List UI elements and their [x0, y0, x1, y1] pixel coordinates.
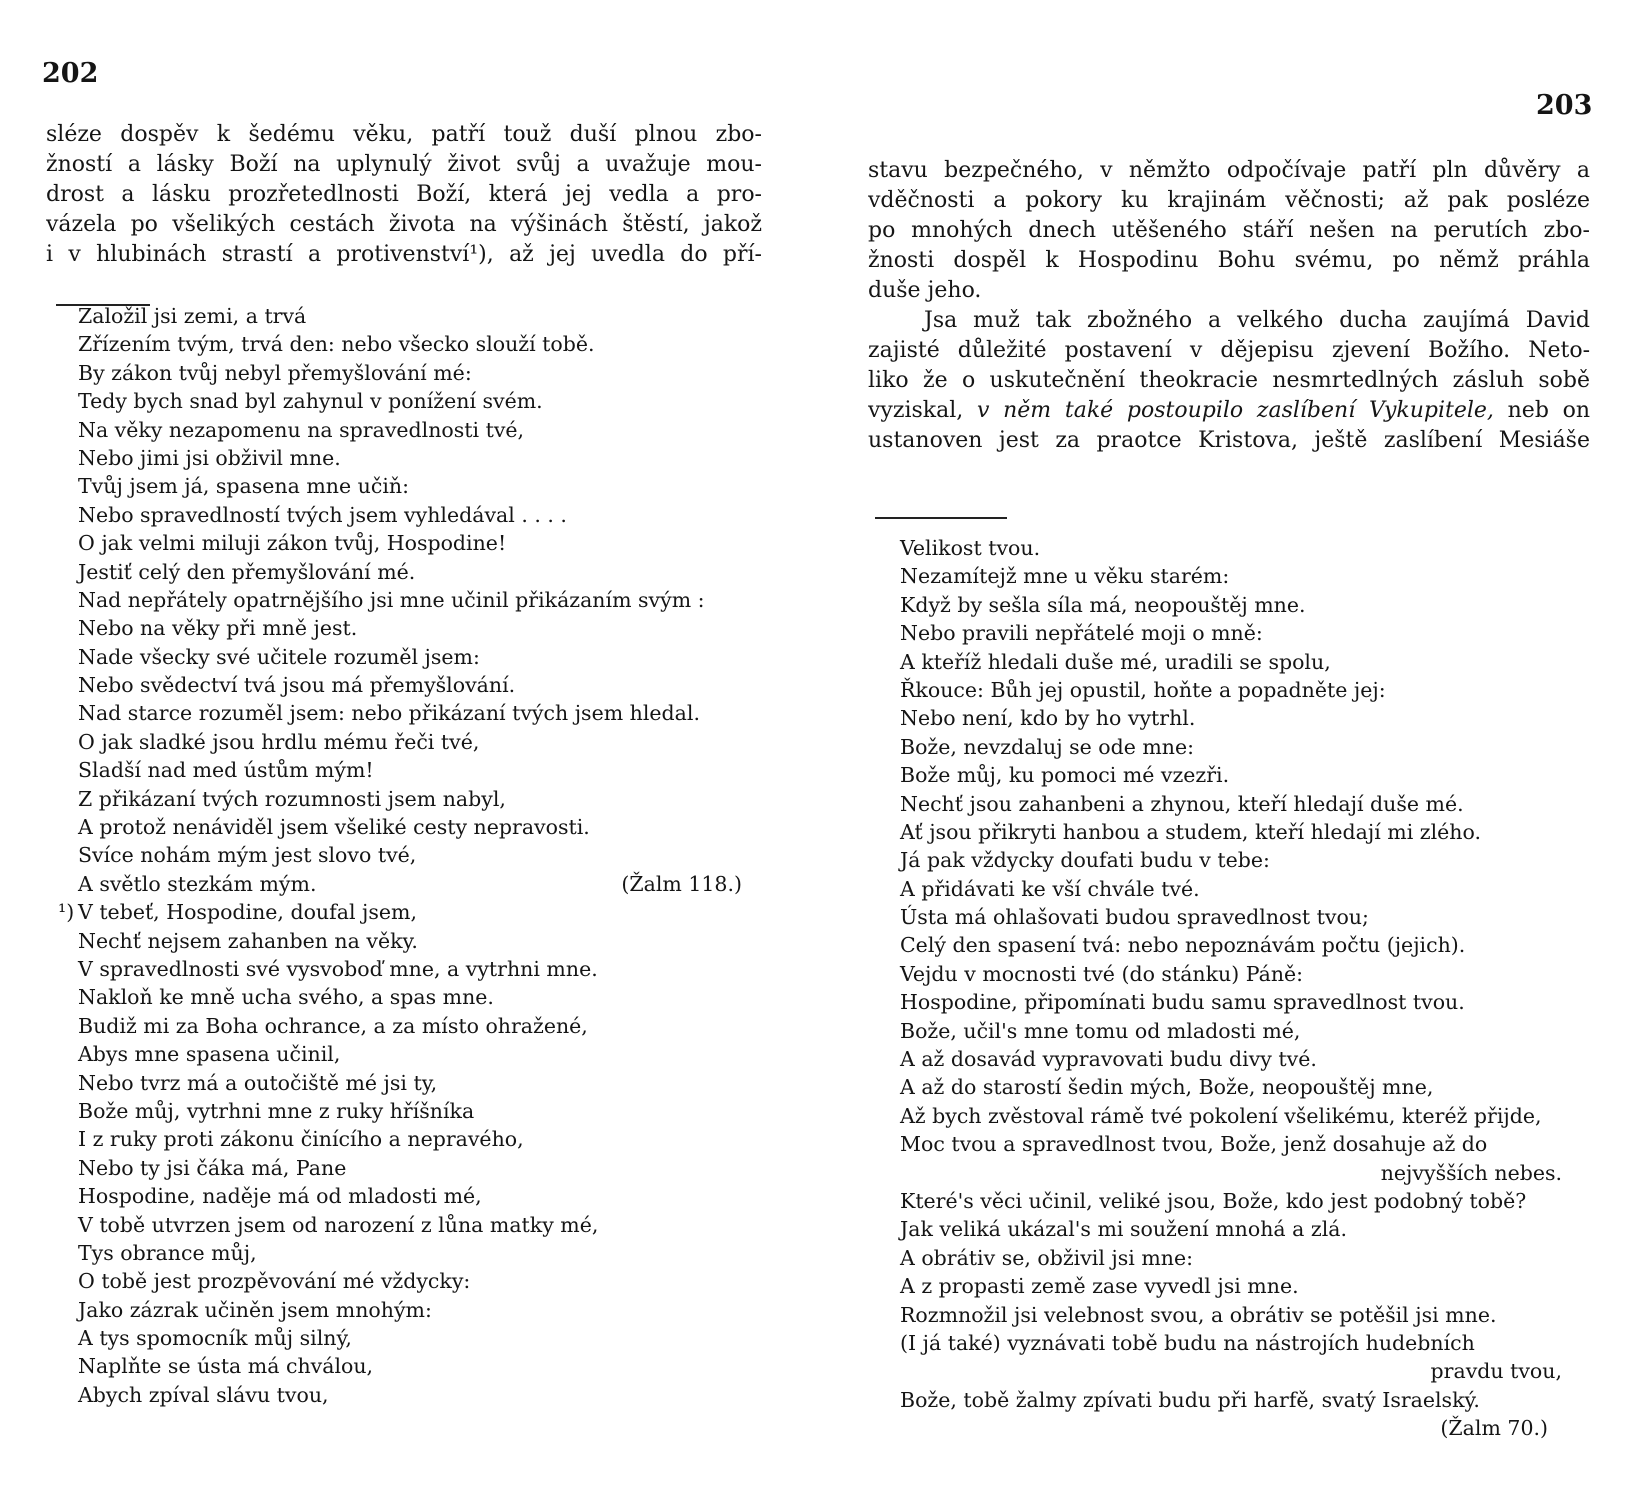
- page-number-left: 202: [42, 58, 99, 89]
- verse-line: Které's věci učinil, veliké jsou, Bože, kdo jest podobný tobě?: [900, 1188, 1527, 1213]
- verse-line: Nad nepřátely opatrnějšího jsi mne učinil přikázaním svým :: [78, 587, 705, 612]
- verse-line: Na věky nezapomenu na spravedlnosti tvé,: [78, 417, 525, 442]
- verse-line: O jak sladké jsou hrdlu mému řeči tvé,: [78, 729, 480, 754]
- verse-line: (I já také) vyznávati tobě budu na nástrojích hudebních: [900, 1330, 1475, 1355]
- left-verse-block: [58, 302, 778, 1409]
- verse-line: Moc tvou a spravedlnost tvou, Bože, jenž dosahuje až do: [900, 1132, 1488, 1157]
- verse-line: Velikost tvou.: [900, 536, 1041, 560]
- verse-line: Vejdu v mocnosti tvé (do stánku) Páně:: [900, 961, 1304, 986]
- verse-line: Jestiť celý den přemyšlování mé.: [78, 559, 416, 584]
- footnote-line: Nebo ty jsi čáka má, Pane: [78, 1155, 347, 1180]
- footnote-line: Naplňte se ústa má chválou,: [78, 1354, 374, 1379]
- prose-line: stavu bezpečného, v němžto odpočívaje patří pln důvěry a: [868, 158, 1590, 183]
- prose-line-with-emphasis: [868, 396, 1590, 426]
- prose-line: ustanoven jest za praotce Kristova, ještě zaslíbení Mesiáše: [868, 428, 1590, 453]
- verse-line: A až dosavád vypravovati budu divy tvé.: [900, 1047, 1317, 1072]
- verse-line: Nechť jsou zahanbeni a zhynou, kteří hledají duše mé.: [900, 791, 1464, 816]
- footnote-line: O tobě jest prozpěvování mé vždycky:: [78, 1269, 471, 1294]
- verse-line: Ústa má ohlašovati budou spravedlnost tvou;: [900, 905, 1369, 930]
- verse-line: Bože, tobě žalmy zpívati budu při harfě, svatý Israelský.: [900, 1387, 1480, 1412]
- prose-line: drost a lásku prozřetedlnosti Boží, která jej vedla a pro-: [46, 182, 762, 207]
- verse-line: Řkouce: Bůh jej opustil, hoňte a popadněte jej:: [900, 677, 1386, 702]
- verse-line: Bože, nevzdaluj se ode mne:: [900, 734, 1195, 759]
- verse-line: Ať jsou přikryti hanbou a studem, kteří hledají mi zlého.: [900, 819, 1481, 844]
- verse-line: Nade všecky své učitele rozuměl jsem:: [78, 644, 480, 669]
- verse-line: Celý den spasení tvá: nebo nepoznávám počtu (jejich).: [900, 933, 1466, 958]
- footnote-line-first: [58, 898, 778, 926]
- verse-line: By zákon tvůj nebyl přemyšlování mé:: [78, 360, 472, 385]
- prose-line: po mnohých dnech utěšeného stáří nešen na perutích zbo-: [868, 218, 1590, 243]
- verse-line: Nezamítejž mne u věku starém:: [900, 564, 1230, 589]
- verse-line: A kteříž hledali duše mé, uradili se spolu,: [900, 649, 1331, 674]
- verse-line: Nebo jimi jsi obživil mne.: [78, 445, 341, 470]
- prose-line: i v hlubinách strastí a protivenství¹), až jej uvedla do pří-: [46, 242, 762, 267]
- psalm-source-left: (Žalm 118.): [621, 871, 742, 896]
- verse-line: Až bych zvěstoval rámě tvé pokolení všelikému, kteréž přijde,: [900, 1103, 1542, 1128]
- verse-line: Svíce nohám mým jest slovo tvé,: [78, 843, 417, 868]
- footnote-line: Budiž mi za Boha ochrance, a za místo ohražené,: [78, 1013, 588, 1038]
- footnote-line: Abych zpíval slávu tvou,: [78, 1382, 329, 1407]
- footnote-line: Hospodine, naděje má od mladosti mé,: [78, 1184, 482, 1209]
- verse-line: Rozmnožil jsi velebnost svou, a obrátiv se potěšil jsi mne.: [900, 1302, 1497, 1327]
- verse-line: Nebo svědectví tvá jsou má přemyšlování.: [78, 673, 516, 698]
- verse-source-line: [900, 1414, 1600, 1442]
- prose-line: sléze dospěv k šedému věku, patří touž duší plnou zbo-: [46, 122, 762, 147]
- footnote-marker: ¹): [58, 900, 75, 925]
- prose-emphasis: v něm také postoupilo zaslíbení Vykupitele,: [976, 398, 1494, 423]
- verse-line: Sladší nad med ústům mým!: [78, 758, 374, 783]
- prose-fragment: vyziskal,: [868, 398, 964, 423]
- prose-line: duše jeho.: [868, 278, 982, 303]
- prose-line: zajisté důležité postavení v dějepisu zjevení Božího. Neto-: [868, 338, 1590, 363]
- verse-line: Já pak vždycky doufati budu v tebe:: [900, 848, 1270, 873]
- verse-line: Nebo spravedlností tvých jsem vyhledával . . . .: [78, 502, 567, 527]
- prose-line: Jsa muž tak zbožného a velkého ducha zaujímá David: [924, 308, 1590, 333]
- prose-line: vázela po všelikých cestách života na výšinách štěstí, jakož: [46, 212, 762, 237]
- verse-line: A z propasti země zase vyvedl jsi mne.: [900, 1274, 1299, 1299]
- verse-continuation: nejvyšších nebes.: [1380, 1160, 1562, 1185]
- verse-line: A světlo stezkám mým.: [78, 871, 317, 896]
- verse-line: Tedy bych snad byl zahynul v ponížení svém.: [78, 389, 543, 414]
- verse-line: A obrátiv se, obživil jsi mne:: [900, 1245, 1194, 1270]
- footnote-separator-right: [875, 517, 1007, 519]
- verse-continuation: pravdu tvou,: [1430, 1359, 1562, 1384]
- footnote-line: Jako zázrak učiněn jsem mnohým:: [78, 1297, 432, 1322]
- verse-line: Jak veliká ukázal's mi soužení mnohá a zlá.: [900, 1217, 1348, 1242]
- footnote-line: V spravedlnosti své vysvoboď mne, a vytrhni mne.: [78, 956, 598, 981]
- footnote-line: Nebo tvrz má a outočiště mé jsi ty,: [78, 1070, 438, 1095]
- verse-line: Zřízením tvým, trvá den: nebo všecko slouží tobě.: [78, 332, 595, 357]
- left-prose-paragraph: [46, 120, 762, 270]
- verse-line: Bože můj, ku pomoci mé vzezři.: [900, 763, 1230, 788]
- verse-line: Bože, učil's mne tomu od mladosti mé,: [900, 1018, 1301, 1043]
- footnote-line: Nechť nejsem zahanben na věky.: [78, 928, 418, 953]
- verse-line: Nebo není, kdo by ho vytrhl.: [900, 706, 1196, 731]
- footnote-line: Tys obrance můj,: [78, 1240, 257, 1265]
- verse-line: O jak velmi miluji zákon tvůj, Hospodine!: [78, 531, 507, 556]
- page-number-right: 203: [1536, 90, 1593, 121]
- footnote-line: I z ruky proti zákonu činícího a nepravého,: [78, 1127, 524, 1152]
- footnote-line: Abys mne spasena učinil,: [78, 1042, 341, 1067]
- footnote-line: A tys spomocník můj silný,: [78, 1326, 352, 1351]
- verse-line: Když by sešla síla má, neopouštěj mne.: [900, 592, 1306, 617]
- verse-line: Z přikázaní tvých rozumnosti jsem nabyl,: [78, 786, 506, 811]
- verse-line: Nebo pravili nepřátelé moji o mně:: [900, 621, 1263, 646]
- footnote-line: Nakloň ke mně ucha svého, a spas mne.: [78, 985, 494, 1010]
- verse-line: A přidávati ke vší chvále tvé.: [900, 876, 1200, 901]
- verse-line: Hospodine, připomínati budu samu spravedlnost tvou.: [900, 990, 1465, 1015]
- psalm-source-right: (Žalm 70.): [1440, 1416, 1548, 1441]
- prose-line: žnosti dospěl k Hospodinu Bohu svému, po němž práhla: [868, 248, 1590, 273]
- verse-line: A protož nenáviděl jsem všeliké cesty nepravosti.: [78, 815, 590, 840]
- right-verse-block: [900, 534, 1600, 1443]
- footnote-line: V tobě utvrzen jsem od narození z lůna matky mé,: [78, 1212, 599, 1237]
- prose-line: vděčnosti a pokory ku krajinám věčnosti; až pak posléze: [868, 188, 1590, 213]
- footnote-line: V tebeť, Hospodine, doufal jsem,: [78, 900, 417, 925]
- prose-fragment: neb on: [1507, 398, 1590, 423]
- prose-line: liko že o uskutečnění theokracie nesmrtedlných zásluh sobě: [868, 368, 1590, 393]
- prose-line: žností a lásky Boží na uplynulý život svůj a uvažuje mou-: [46, 152, 762, 177]
- footnote-line: Bože můj, vytrhni mne z ruky hříšníka: [78, 1098, 475, 1123]
- verse-line: Nebo na věky při mně jest.: [78, 616, 358, 641]
- verse-line: A až do starostí šedin mých, Bože, neopouštěj mne,: [900, 1075, 1434, 1100]
- verse-line: Tvůj jsem já, spasena mne učiň:: [78, 474, 410, 499]
- verse-line-with-source: [78, 870, 778, 898]
- right-prose-paragraph: [868, 156, 1590, 456]
- verse-line: Nad starce rozuměl jsem: nebo přikázaní tvých jsem hledal.: [78, 701, 700, 726]
- verse-line: Založil jsi zemi, a trvá: [78, 304, 307, 328]
